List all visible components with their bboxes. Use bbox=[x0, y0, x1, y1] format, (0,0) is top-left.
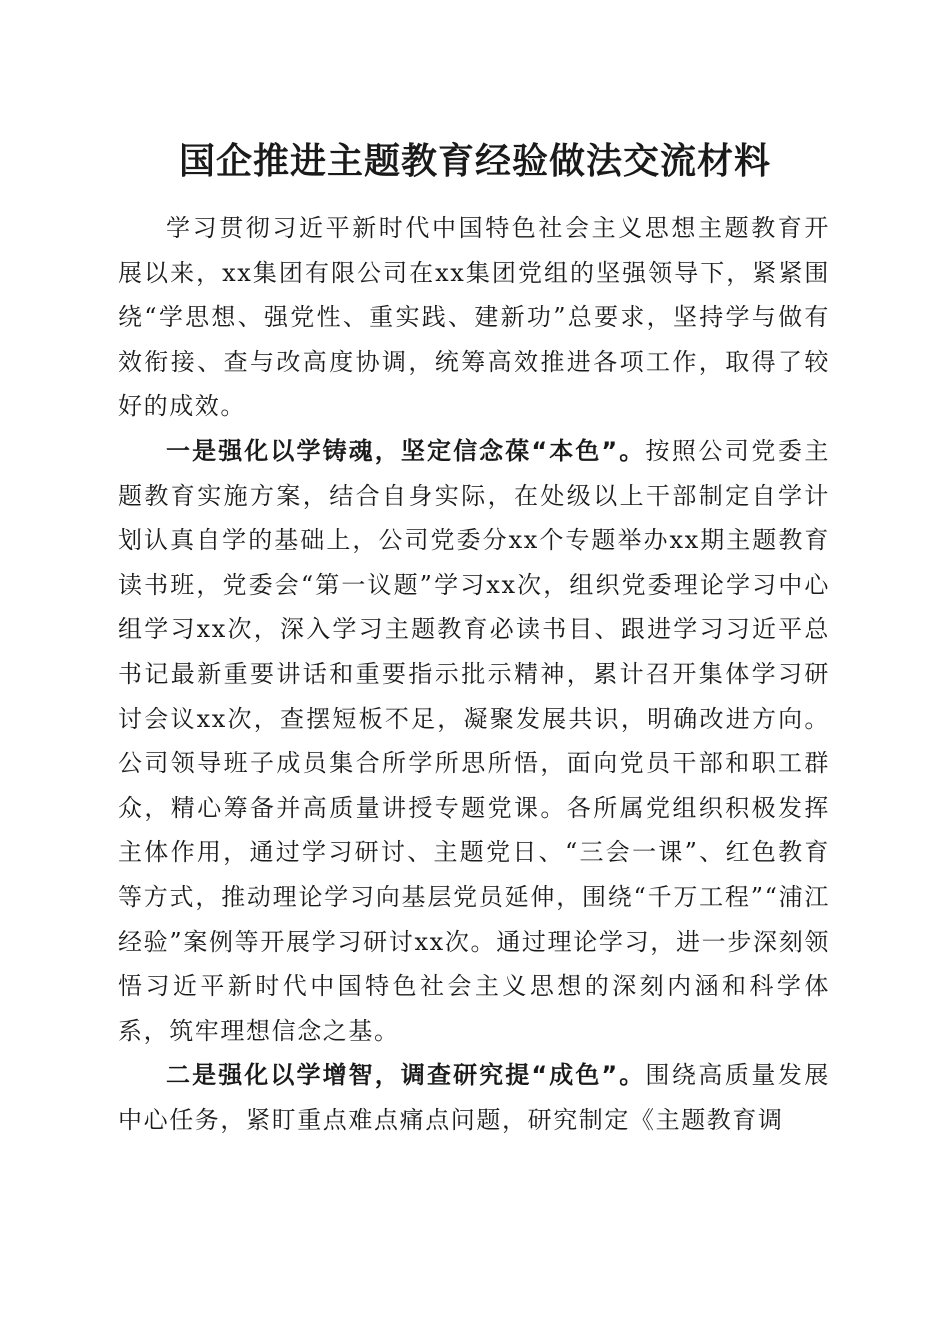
paragraph-text: 学习贯彻习近平新时代中国特色社会主义思想主题教育开展以来，xx集团有限公司在xx集团党组的坚强领导下，紧紧围绕“学思想、强党性、重实践、建新功”总要求，坚持学与做有效衔接、查与改高度协调，统筹高效推进各项工作，取得了较好的成效。 bbox=[118, 214, 830, 421]
paragraph-text: 按照公司党委主题教育实施方案，结合自身实际，在处级以上干部制定自学计划认真自学的基础上，公司党委分xx个专题举办xx期主题教育读书班，党委会“第一议题”学习xx次，组织党委理论学习中心组学习xx次，深入学习主题教育必读书目、跟进学习习近平总书记最新重要讲话和重要指示批示精神，累计召开集体学习研讨会议xx次，查摆短板不足，凝聚发展共识，明确改进方向。公司领导班子成员集合所学所思所悟，面向党员干部和职工群众，精心筹备并高质量讲授专题党课。各所属党组织积极发挥主体作用，通过学习研讨、主题党日、“三会一课”、红色教育等方式，推动理论学习向基层党员延伸，围绕“千万工程”“浦江经验”案例等开展学习研讨xx次。通过理论学习，进一步深刻领悟习近平新时代中国特色社会主义思想的深刻内涵和科学体系，筑牢理想信念之基。 bbox=[118, 436, 830, 1045]
section-heading: 一是强化以学铸魂，坚定信念葆“本色”。 bbox=[166, 436, 646, 465]
section-heading: 二是强化以学增智，调查研究提“成色”。 bbox=[166, 1061, 646, 1090]
paragraph-text: 围绕高质量发展中心任务，紧盯重点难点痛点问题，研究制定《主题教育调 bbox=[118, 1061, 830, 1134]
document-body bbox=[118, 206, 830, 1142]
paragraph-intro bbox=[118, 206, 830, 429]
paragraph-section-2 bbox=[118, 1053, 830, 1142]
document-title: 国企推进主题教育经验做法交流材料 bbox=[178, 140, 771, 182]
paragraph-section-1 bbox=[118, 429, 830, 1053]
